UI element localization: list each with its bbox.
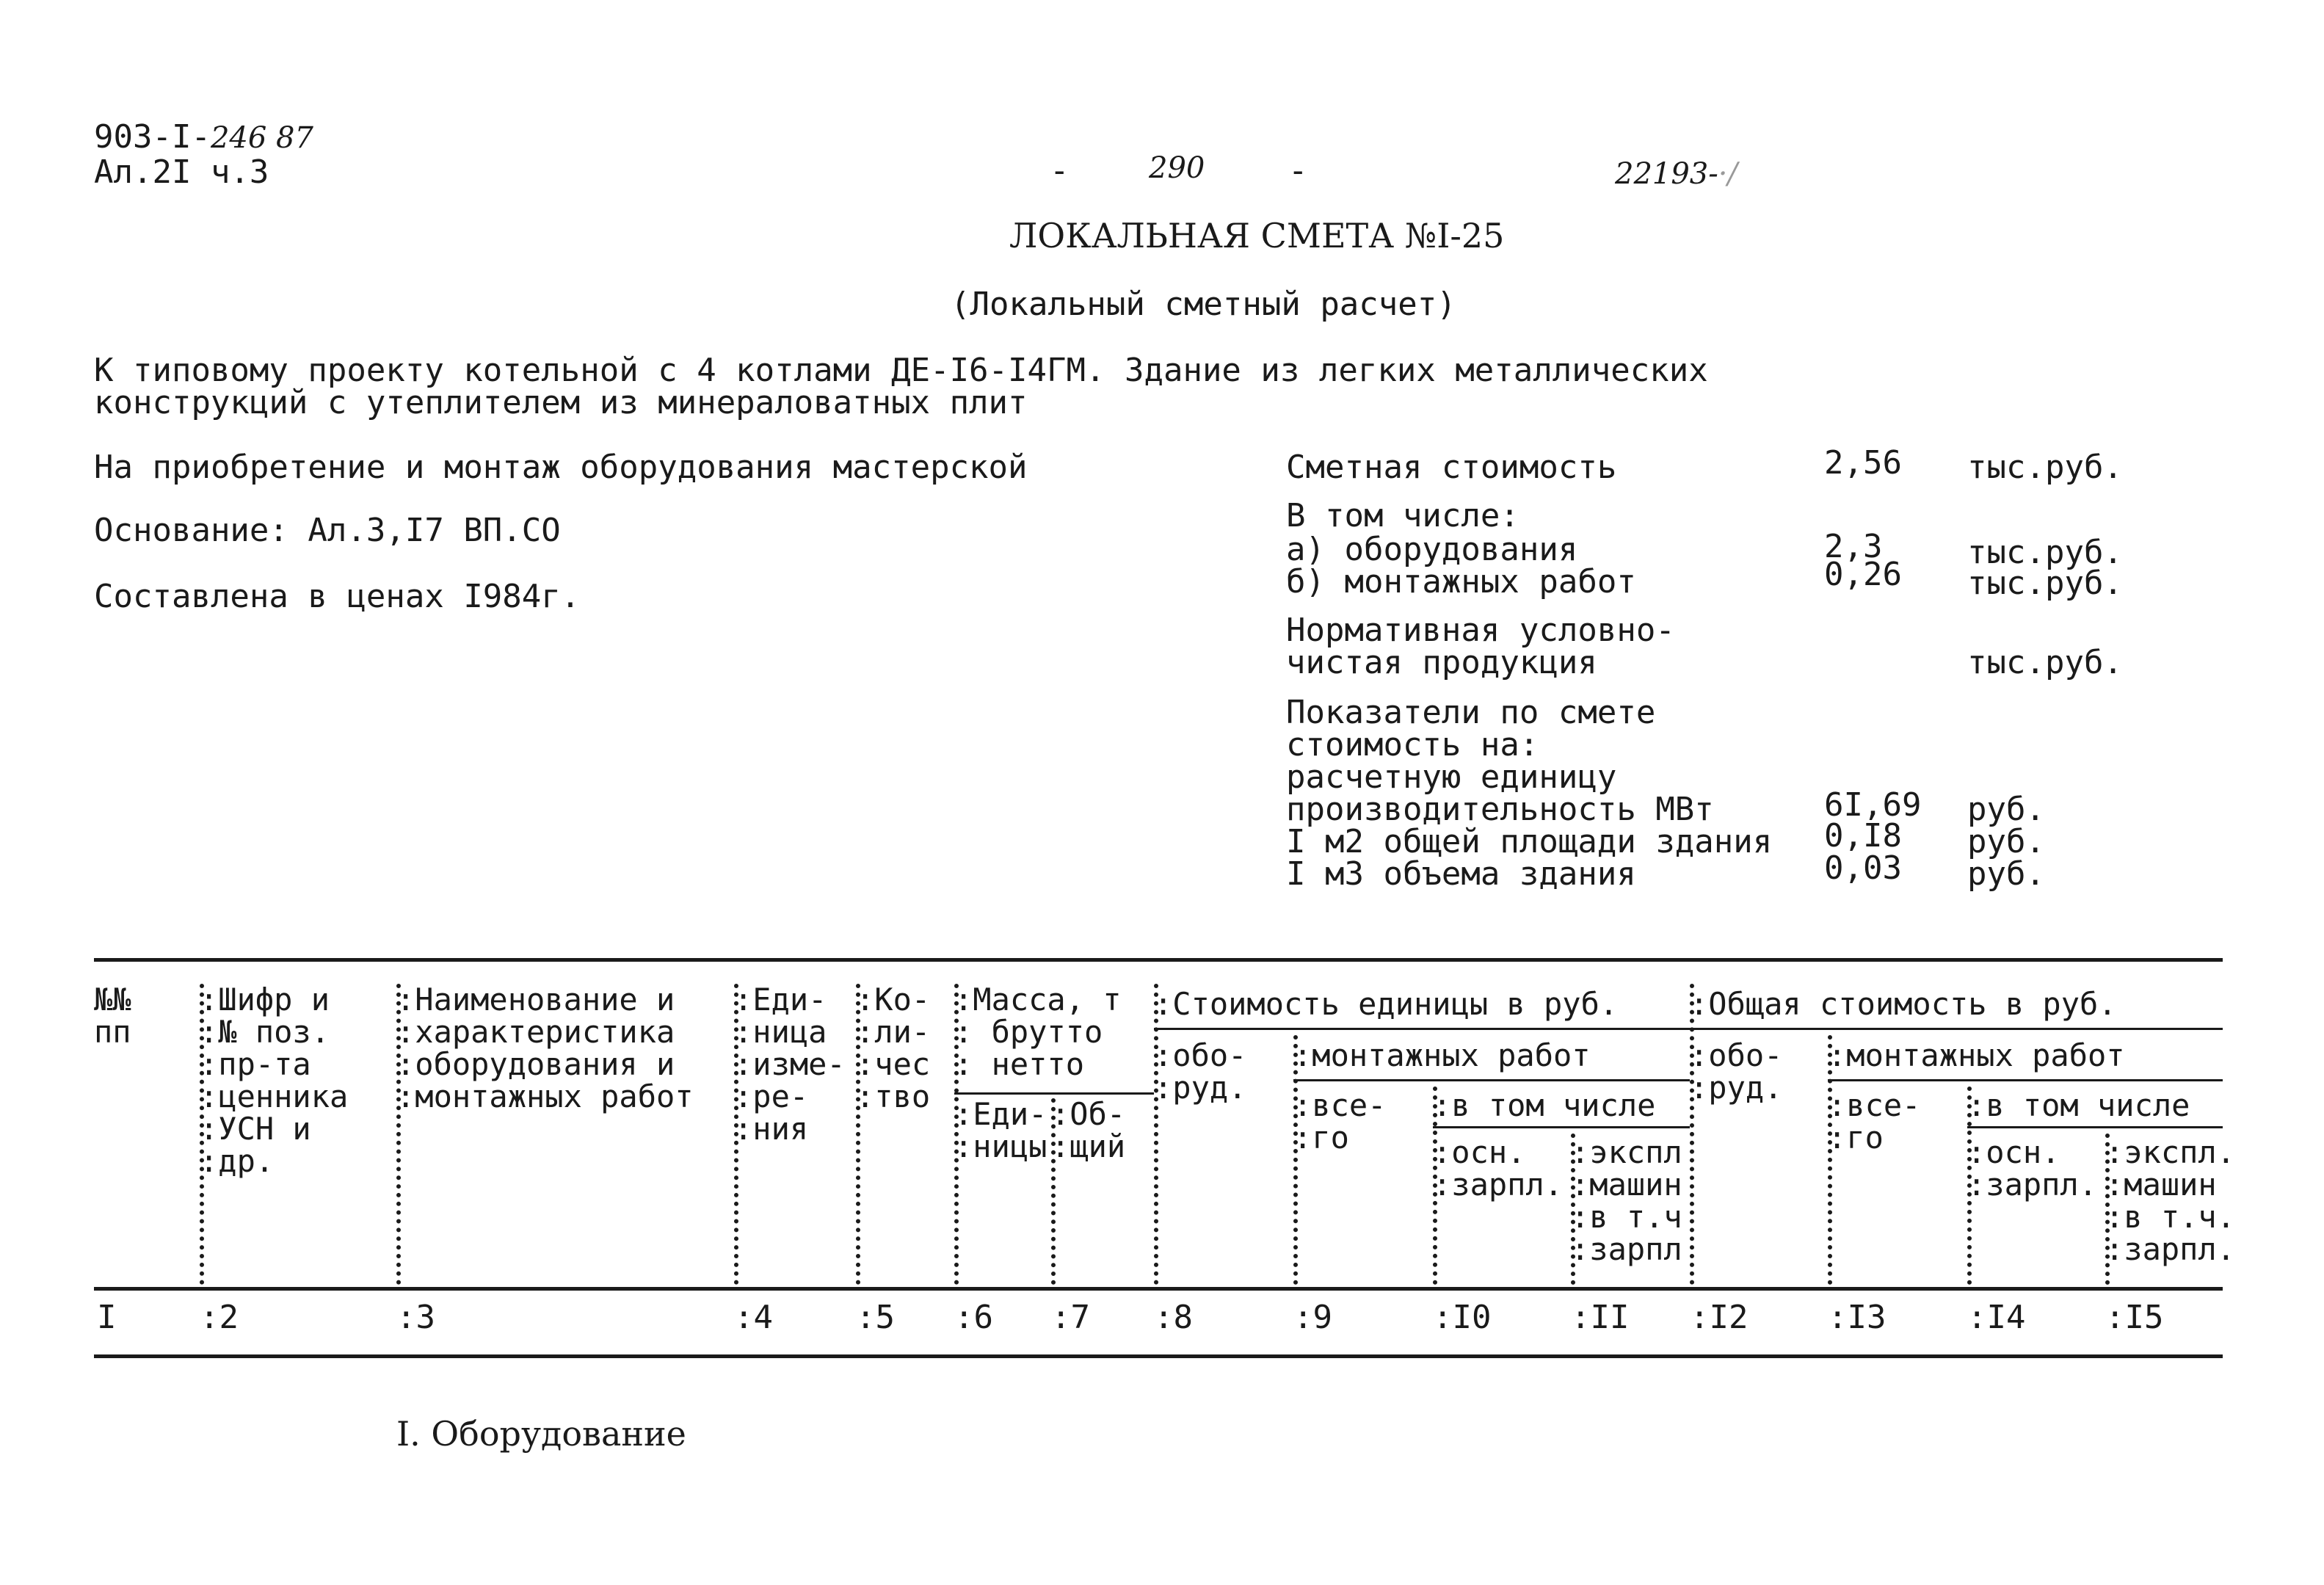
column-number: :I5 [2105, 1299, 2164, 1336]
header-total-cost-group: :Общая стоимость в руб. [1690, 986, 2117, 1022]
header-machine-operation-2: :экспл. :машин :в т.ч. :зарпл. [2105, 1134, 2236, 1267]
column-number: :I3 [1828, 1299, 1887, 1336]
basis-text: Основание: Ал.3,I7 ВП.СО [94, 512, 561, 549]
capacity-value: 6I,69 [1824, 786, 1922, 824]
document-code: 903-I-246 87 [94, 118, 313, 156]
indicators-line-2: стоимость на: [1286, 726, 1539, 764]
header-row-number: №№ пп [94, 982, 131, 1050]
installation-group-rule [1293, 1079, 1690, 1081]
header-base-salary: :осн. :зарпл. [1433, 1134, 1564, 1203]
area-unit: руб. [1967, 823, 2045, 860]
column-number: :I4 [1967, 1299, 2026, 1336]
normative-line-2: чистая продукция [1286, 644, 1597, 681]
table-numbers-bottom-rule [94, 1354, 2223, 1358]
capacity-label: производительность МВт [1286, 791, 1714, 828]
header-equipment: :обо- :руд. [1154, 1037, 1247, 1106]
indicators-line-1: Показатели по смете [1286, 694, 1656, 731]
column-number: :I0 [1433, 1299, 1492, 1336]
table-header-bottom-rule [94, 1287, 2223, 1291]
header-mass-total: :Об- :щий [1051, 1096, 1126, 1164]
installation-unit: тыс.руб. [1967, 565, 2123, 602]
installation-group-rule-2 [1828, 1079, 2223, 1081]
header-including-group-2: :в том числе [1967, 1087, 2190, 1123]
area-label: I м2 общей площади здания [1286, 823, 1773, 860]
page-subtitle: (Локальный сметный расчет) [951, 286, 1456, 323]
volume-unit: руб. [1967, 855, 2045, 893]
column-number: I [97, 1299, 117, 1336]
section-heading: I. Оборудование [396, 1414, 686, 1454]
column-number: :II [1571, 1299, 1630, 1336]
project-line-1: К типовому проекту котельной с 4 котлами ДЕ-I6-I4ГМ. Здание из легких металлических [94, 352, 1708, 389]
header-name: :Наименование и :характеристика :оборудования и :монтажных работ [396, 982, 694, 1114]
header-installation-group-2: :монтажных работ [1828, 1037, 2125, 1073]
volume-label: I м3 объема здания [1286, 855, 1636, 893]
price-base-text: Составлена в ценах I984г. [94, 578, 581, 615]
project-line-2: конструкций с утеплителем из минераловатных плит [94, 384, 1028, 421]
column-divider [1690, 984, 1694, 1285]
capacity-unit: руб. [1967, 791, 2045, 828]
header-including-group: :в том числе [1433, 1087, 1656, 1123]
purpose-text: На приобретение и монтаж оборудования мастерской [94, 449, 1028, 486]
including-group-rule-2 [1967, 1126, 2223, 1128]
total-cost-group-rule [1690, 1028, 2223, 1030]
including-group-rule [1433, 1126, 1690, 1128]
header-unit: :Еди- :ница :изме- :ре- :ния [734, 982, 846, 1147]
equipment-unit: тыс.руб. [1967, 534, 2123, 571]
header-machine-operation: :экспл :машин :в т.ч :зарпл [1571, 1134, 1682, 1267]
normative-line-1: Нормативная условно- [1286, 612, 1675, 649]
header-installation-group: :монтажных работ [1293, 1037, 1591, 1073]
header-base-salary-2: :осн. :зарпл. [1967, 1134, 2098, 1203]
installation-value: 0,26 [1824, 556, 1902, 593]
including-label: В том числе: [1286, 497, 1519, 534]
mass-group-rule [954, 1092, 1154, 1095]
estimate-cost-value: 2,56 [1824, 444, 1902, 482]
page-number: 290 [1149, 151, 1205, 185]
header-unit-cost-group: :Стоимость единицы в руб. [1154, 986, 1619, 1022]
column-number: :4 [734, 1299, 773, 1336]
estimate-cost-unit: тыс.руб. [1967, 449, 2123, 486]
equipment-value: 2,3 [1824, 528, 1883, 565]
header-quantity: :Ко- :ли- :чес :тво [856, 982, 931, 1114]
header-installation-total: :все- :го [1293, 1087, 1387, 1156]
estimate-cost-label: Сметная стоимость [1286, 449, 1617, 486]
header-cipher: :Шифр и :№ поз. :пр-та :ценника :УСН и :др. [200, 982, 349, 1179]
installation-label: б) монтажных работ [1286, 563, 1636, 601]
header-mass-unit: :Еди- :ницы [954, 1096, 1047, 1164]
volume-value: 0,03 [1824, 849, 1902, 887]
album-reference: Ал.2I ч.3 [94, 153, 269, 191]
indicators-line-3: расчетную единицу [1286, 758, 1617, 796]
page-dash-right: - [1288, 152, 1308, 189]
page-title: ЛОКАЛЬНАЯ СМЕТА №I-25 [1009, 216, 1505, 255]
table-top-rule [94, 958, 2223, 962]
column-number: :8 [1154, 1299, 1193, 1336]
area-value: 0,I8 [1824, 817, 1902, 855]
unit-cost-group-rule [1154, 1028, 1690, 1030]
equipment-label: а) оборудования [1286, 531, 1578, 568]
column-number: :9 [1293, 1299, 1332, 1336]
normative-unit: тыс.руб. [1967, 644, 2123, 681]
column-number: :6 [954, 1299, 993, 1336]
column-number: :5 [856, 1299, 895, 1336]
column-number: :3 [396, 1299, 435, 1336]
header-installation-total-2: :все- :го [1828, 1087, 1921, 1156]
column-number: :2 [200, 1299, 239, 1336]
inventory-number: 22193-·/ [1615, 157, 1737, 191]
column-divider [1154, 984, 1158, 1285]
header-equipment-2: :обо- :руд. [1690, 1037, 1783, 1106]
column-number: :I2 [1690, 1299, 1749, 1336]
page-dash-left: - [1050, 152, 1070, 189]
header-mass-group: :Масса, т : брутто : нетто [954, 982, 1122, 1082]
column-number: :7 [1051, 1299, 1090, 1336]
